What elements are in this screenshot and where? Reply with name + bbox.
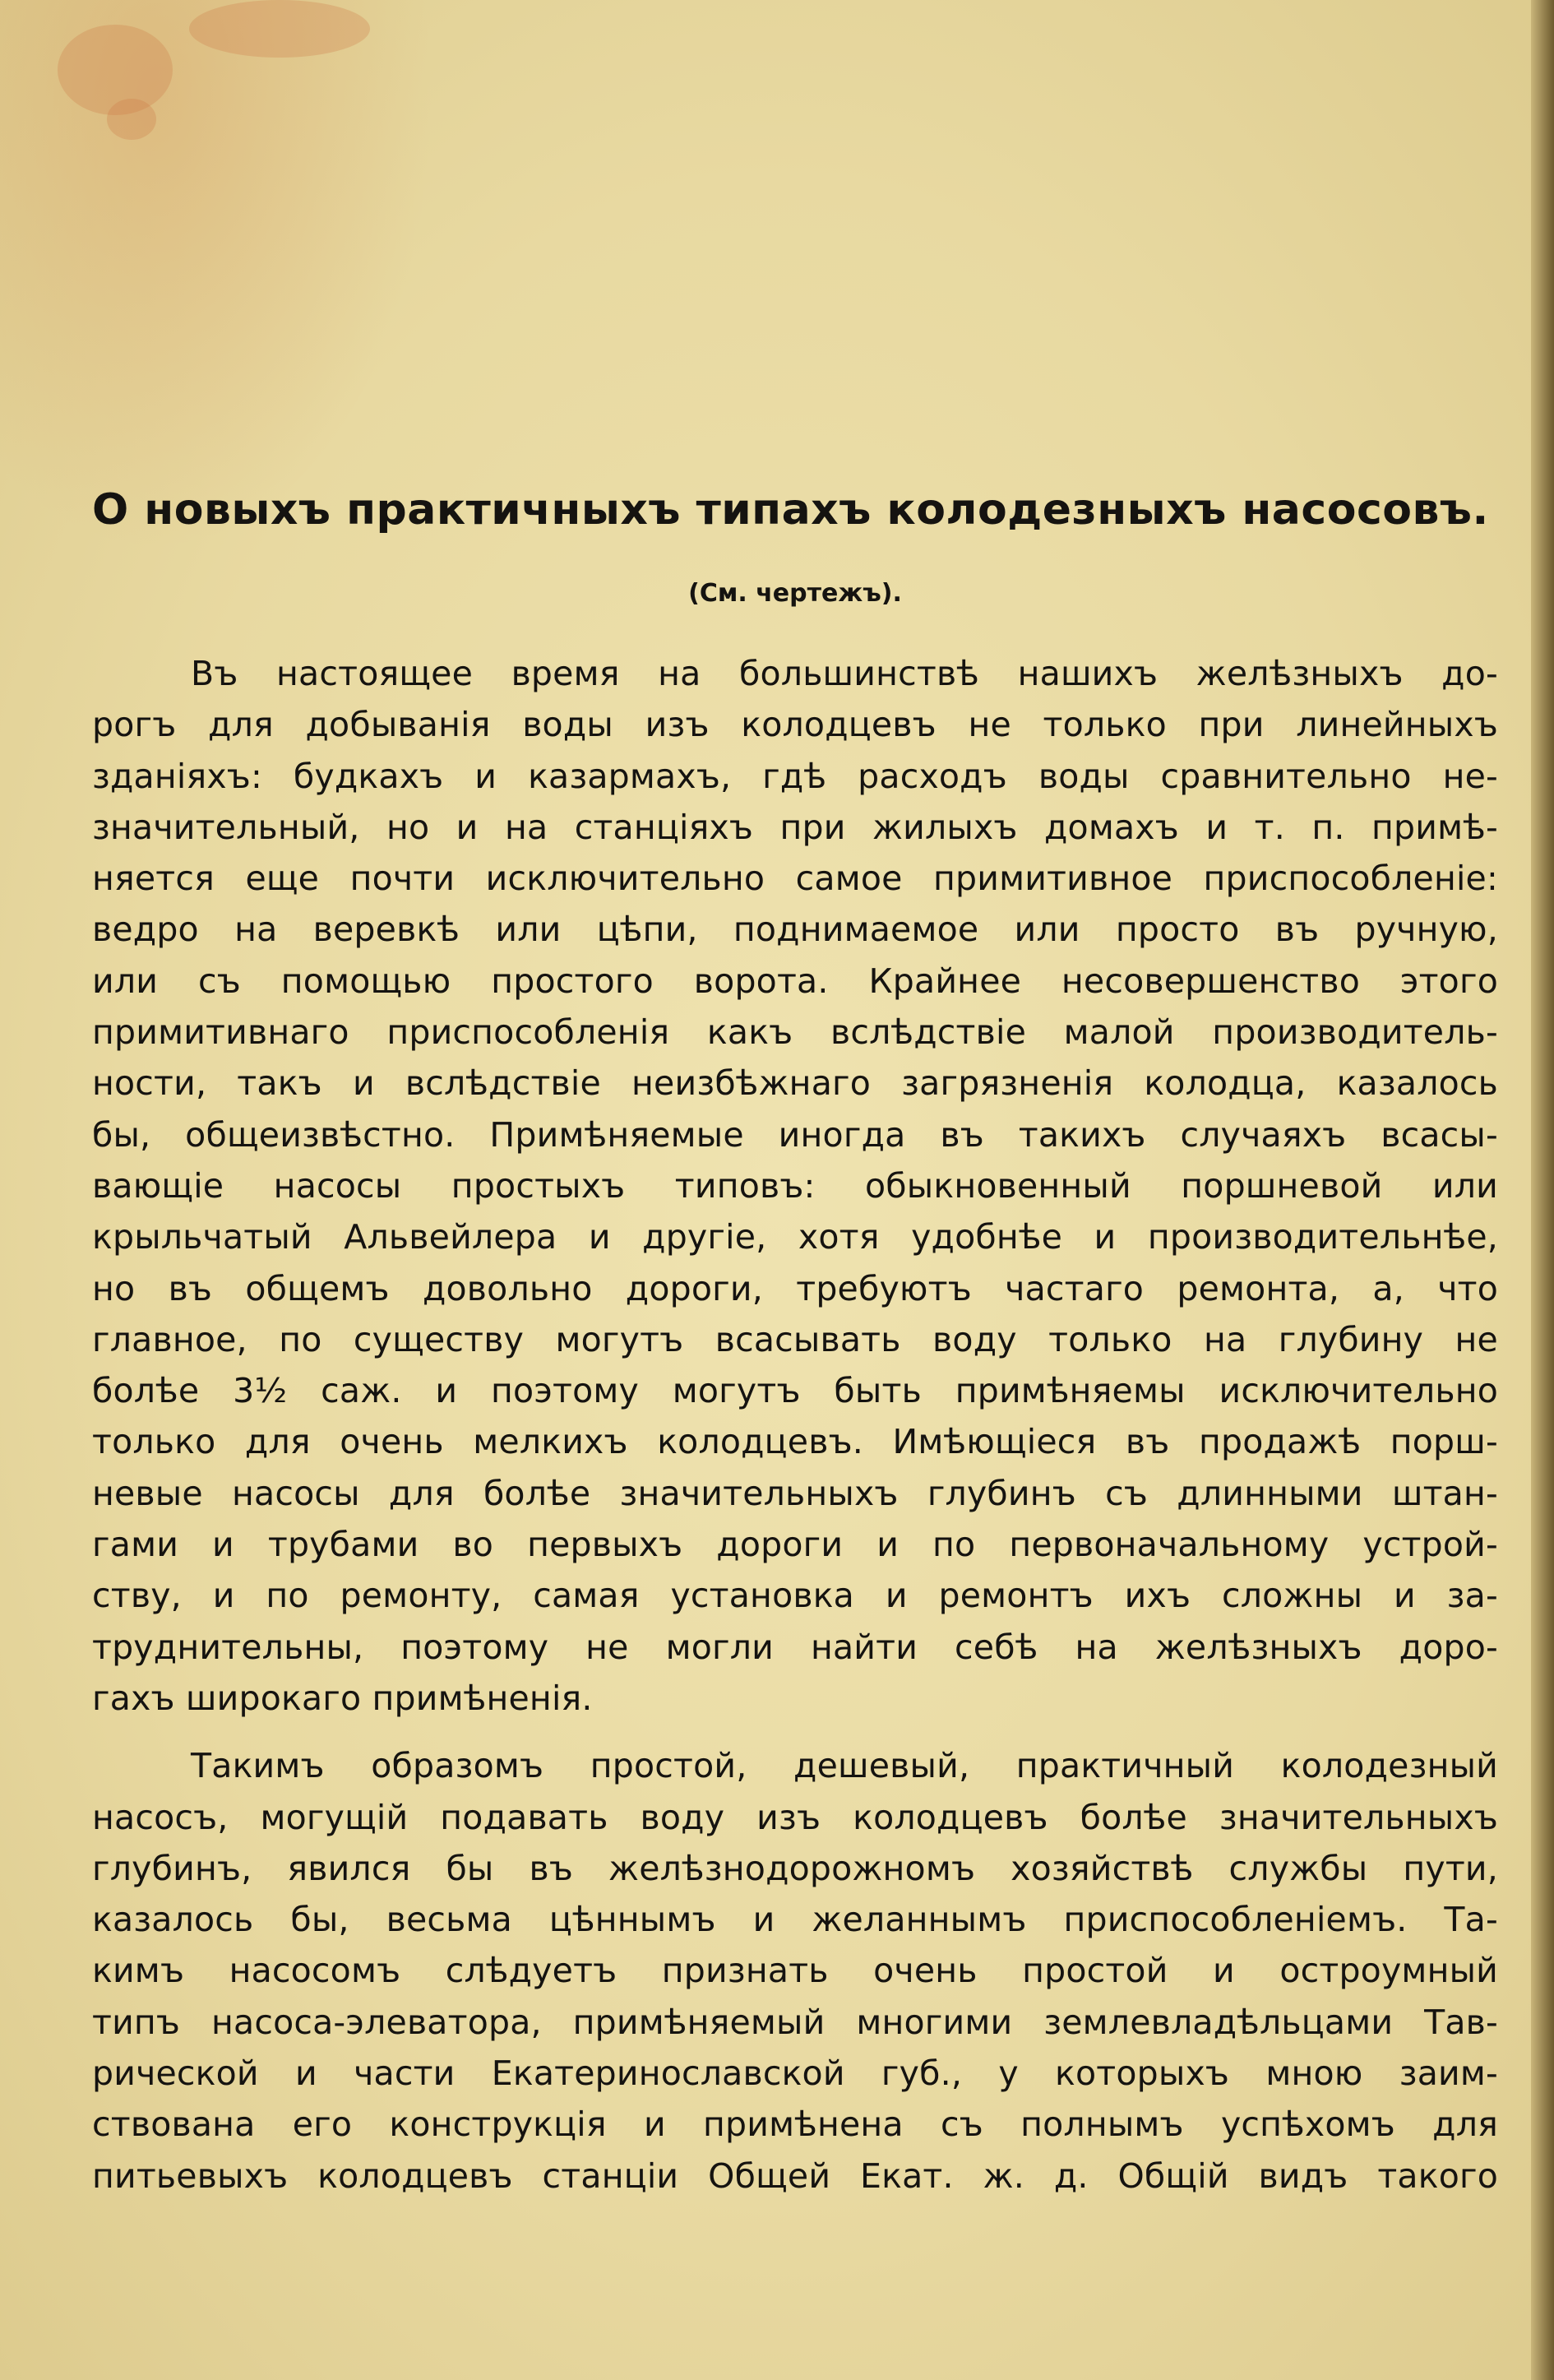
text-line: кимъ насосомъ слѣдуетъ признать очень простой и остроумный bbox=[92, 1951, 1498, 1991]
text-line: казалось бы, весьма цѣннымъ и желаннымъ приспособленіемъ. Та- bbox=[92, 1900, 1498, 1940]
text-line: рической и части Екатеринославской губ., у которыхъ мною заим- bbox=[92, 2054, 1498, 2094]
text-line: насосъ, могущій подавать воду изъ колодцевъ болѣе значительныхъ bbox=[92, 1797, 1498, 1837]
text-line: или съ помощью простого ворота. Крайнее несовершенство этого bbox=[92, 961, 1498, 1001]
book-spine-shadow bbox=[1531, 0, 1554, 2380]
text-line: гами и трубами во первыхъ дороги и по первоначальному устрой- bbox=[92, 1525, 1498, 1565]
text-line: главное, по существу могутъ всасывать воду только на глубину не bbox=[92, 1319, 1498, 1359]
text-line: няется еще почти исключительно самое примитивное приспособленіе: bbox=[92, 859, 1498, 899]
text-line: Въ настоящее время на большинствѣ нашихъ желѣзныхъ до- bbox=[191, 654, 1498, 693]
text-line: крыльчатый Альвейлера и другіе, хотя удобнѣе и производительнѣе, bbox=[92, 1217, 1498, 1257]
text-line: глубинъ, явился бы въ желѣзнодорожномъ хозяйствѣ службы пути, bbox=[92, 1848, 1498, 1888]
text-line: ствована его конструкція и примѣнена съ полнымъ успѣхомъ для bbox=[92, 2104, 1498, 2145]
article-subtitle: (См. чертежъ). bbox=[688, 579, 902, 608]
text-line: болѣе 3½ саж. и поэтому могутъ быть примѣняемы исключительно bbox=[92, 1371, 1498, 1411]
text-line: типъ насоса-элеватора, примѣняемый многими землевладѣльцами Тав- bbox=[92, 2002, 1498, 2042]
text-line: вающіе насосы простыхъ типовъ: обыкновенный поршневой или bbox=[92, 1165, 1498, 1206]
text-line: ности, такъ и вслѣдствіе неизбѣжнаго загрязненія колодца, казалось bbox=[92, 1063, 1498, 1104]
text-line: гахъ широкаго примѣненія. bbox=[92, 1678, 593, 1718]
stain-mark bbox=[107, 99, 156, 140]
text-line: рогъ для добыванія воды изъ колодцевъ не только при линейныхъ bbox=[92, 705, 1498, 745]
text-line: труднительны, поэтому не могли найти себѣ на желѣзныхъ доро- bbox=[92, 1627, 1498, 1667]
text-line: ведро на веревкѣ или цѣпи, поднимаемое или просто въ ручную, bbox=[92, 910, 1498, 950]
paragraph-1 bbox=[92, 648, 1498, 1724]
text-line: питьевыхъ колодцевъ станціи Общей Екат. ж. д. Общій видъ такого bbox=[92, 2155, 1498, 2196]
text-line: только для очень мелкихъ колодцевъ. Имѣющіеся въ продажѣ порш- bbox=[92, 1422, 1498, 1462]
text-line: примитивнаго приспособленія какъ вслѣдствіе малой производитель- bbox=[92, 1012, 1498, 1053]
text-line: невые насосы для болѣе значительныхъ глубинъ съ длинными штан- bbox=[92, 1473, 1498, 1513]
text-line: зданіяхъ: будкахъ и казармахъ, гдѣ расходъ воды сравнительно не- bbox=[92, 756, 1498, 796]
stain-mark bbox=[58, 25, 173, 115]
text-line: значительный, но и на станціяхъ при жилыхъ домахъ и т. п. примѣ- bbox=[92, 807, 1498, 847]
text-line: но въ общемъ довольно дороги, требуютъ частаго ремонта, а, что bbox=[92, 1268, 1498, 1308]
text-line: Такимъ образомъ простой, дешевый, практичный колодезный bbox=[191, 1746, 1498, 1786]
text-line: бы, общеизвѣстно. Примѣняемые иногда въ такихъ случаяхъ всасы- bbox=[92, 1114, 1498, 1155]
stain-mark bbox=[189, 0, 370, 58]
paragraph-gap bbox=[92, 1724, 1498, 1740]
text-line: ству, и по ремонту, самая установка и ремонтъ ихъ сложны и за- bbox=[92, 1576, 1498, 1616]
article-title: О новыхъ практичныхъ типахъ колодезныхъ насосовъ. bbox=[92, 485, 1489, 535]
article bbox=[92, 477, 1498, 2202]
paragraph-2 bbox=[92, 1740, 1498, 2202]
